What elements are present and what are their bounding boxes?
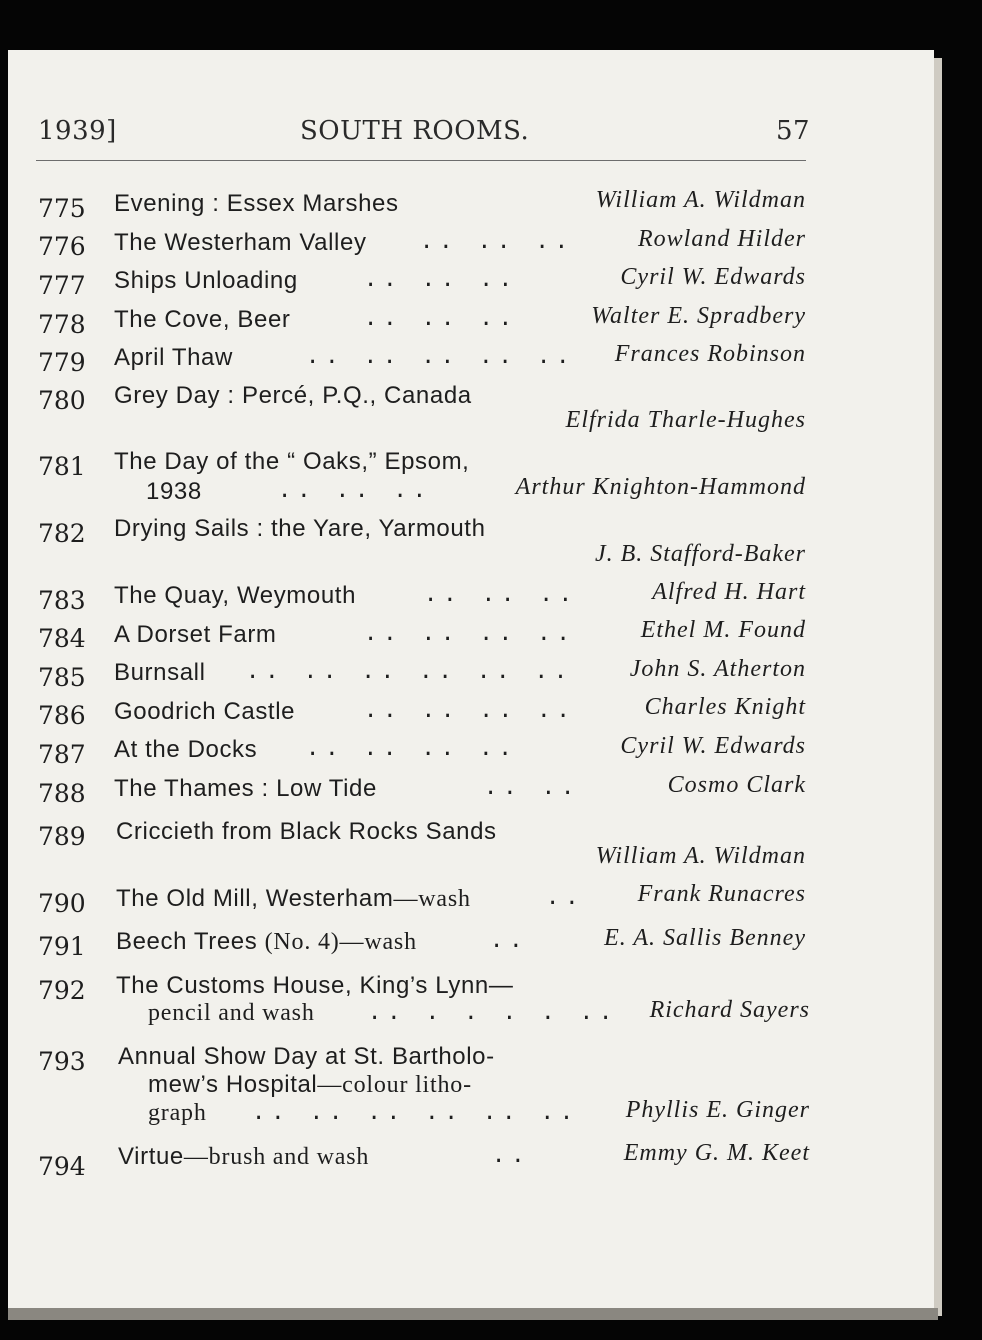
entry-number: 787 bbox=[38, 740, 86, 769]
entry-artist: Ethel M. Found bbox=[640, 617, 806, 643]
entry-title: Drying Sails : the Yare, Yarmouth bbox=[114, 515, 486, 542]
entry-number: 775 bbox=[38, 194, 86, 223]
entry-leader-dots: .. bbox=[490, 928, 529, 953]
entry-number: 794 bbox=[38, 1152, 86, 1181]
entry-leader-dots: .. bbox=[546, 885, 585, 910]
entry-title-text: The Old Mill, Westerham bbox=[116, 885, 394, 912]
entry-title-text: mew’s Hospital bbox=[148, 1071, 318, 1098]
entry-leader-dots: .. .. .. bbox=[364, 306, 518, 331]
entry-title-continuation bbox=[148, 1071, 472, 1099]
entry-title: April Thaw bbox=[114, 344, 233, 371]
entry-artist: E. A. Sallis Benney bbox=[604, 925, 806, 951]
entry-title-text: Virtue bbox=[118, 1143, 184, 1170]
header-year: 1939] bbox=[38, 116, 117, 146]
entry-medium: (No. 4)—wash bbox=[264, 929, 417, 955]
entry-artist: Charles Knight bbox=[644, 694, 806, 720]
entry-number: 780 bbox=[38, 386, 86, 415]
entry-title: The Cove, Beer bbox=[114, 306, 291, 333]
entry-title: The Customs House, King’s Lynn— bbox=[116, 972, 514, 999]
entry-medium: —brush and wash bbox=[183, 1144, 370, 1170]
entry-title bbox=[116, 885, 471, 913]
entry-title: The Thames : Low Tide bbox=[114, 775, 377, 802]
entry-title: Annual Show Day at St. Bartholo- bbox=[118, 1043, 495, 1070]
header-section-title: SOUTH ROOMS. bbox=[300, 116, 530, 146]
entry-leader-dots: .. .. .. bbox=[420, 229, 574, 254]
entry-title: The Westerham Valley bbox=[114, 229, 367, 256]
entry-title-continuation: 1938 bbox=[146, 478, 202, 505]
entry-artist: Cyril W. Edwards bbox=[620, 733, 806, 759]
entry-leader-dots: .. bbox=[492, 1143, 531, 1168]
entry-title-continuation: graph bbox=[148, 1100, 207, 1126]
entry-artist: Elfrida Tharle-Hughes bbox=[565, 407, 806, 433]
entry-medium: —colour litho- bbox=[317, 1072, 472, 1098]
entry-leader-dots: .. .. .. bbox=[278, 478, 432, 503]
entry-artist: Rowland Hilder bbox=[638, 226, 806, 252]
entry-leader-dots: .. .. .. .. bbox=[364, 698, 576, 723]
entry-leader-dots: .. .. .. .. bbox=[364, 621, 576, 646]
entry-leader-dots: .. .. .. bbox=[424, 582, 578, 607]
entry-title: The Quay, Weymouth bbox=[114, 582, 357, 609]
entry-number: 785 bbox=[38, 663, 86, 692]
entry-artist: Emmy G. M. Keet bbox=[623, 1140, 810, 1166]
entry-leader-dots: .. .. .. .. .. bbox=[306, 344, 576, 369]
entry-number: 779 bbox=[38, 348, 86, 377]
entry-number: 784 bbox=[38, 624, 86, 653]
entry-title: Criccieth from Black Rocks Sands bbox=[116, 818, 497, 845]
entry-artist: John S. Atherton bbox=[629, 656, 806, 682]
entry-title bbox=[118, 1143, 369, 1171]
entry-artist: William A. Wildman bbox=[595, 843, 806, 869]
entry-title: Evening : Essex Marshes bbox=[114, 190, 399, 217]
entry-leader-dots: .. .. .. bbox=[364, 267, 518, 292]
entry-artist: Cyril W. Edwards bbox=[620, 264, 806, 290]
entry-number: 781 bbox=[38, 452, 86, 481]
entry-title: Burnsall bbox=[114, 659, 206, 686]
entry-title: Goodrich Castle bbox=[114, 698, 296, 725]
entry-title: A Dorset Farm bbox=[114, 621, 277, 648]
entry-number: 786 bbox=[38, 701, 86, 730]
entry-number: 790 bbox=[38, 889, 86, 918]
entry-number: 777 bbox=[38, 271, 86, 300]
entry-title: Grey Day : Percé, P.Q., Canada bbox=[114, 382, 472, 409]
entry-artist: Phyllis E. Ginger bbox=[625, 1097, 810, 1123]
entry-leader-dots: .. .. .. .. bbox=[306, 736, 518, 761]
entry-number: 776 bbox=[38, 232, 86, 261]
entry-medium: —wash bbox=[393, 886, 471, 912]
entry-artist: Alfred H. Hart bbox=[652, 579, 806, 605]
entry-leader-dots: .. .. .. .. .. .. bbox=[246, 659, 574, 684]
entry-title-text: Beech Trees bbox=[116, 928, 258, 955]
entry-artist: Arthur Knighton-Hammond bbox=[515, 474, 806, 500]
entry-number: 789 bbox=[38, 822, 86, 851]
entry-number: 791 bbox=[38, 932, 86, 961]
entry-title bbox=[116, 928, 417, 956]
entry-number: 783 bbox=[38, 586, 86, 615]
entry-title-continuation: pencil and wash bbox=[148, 1000, 315, 1026]
entry-number: 788 bbox=[38, 779, 86, 808]
entry-number: 782 bbox=[38, 519, 86, 548]
entry-number: 792 bbox=[38, 976, 86, 1005]
entry-artist: Frank Runacres bbox=[637, 881, 806, 907]
entry-leader-dots: .. . . . . .. bbox=[368, 1000, 619, 1025]
entry-number: 778 bbox=[38, 310, 86, 339]
entry-number: 793 bbox=[38, 1047, 86, 1076]
entry-artist: Richard Sayers bbox=[649, 997, 810, 1023]
entry-artist: William A. Wildman bbox=[595, 187, 806, 213]
page-bottom-edge bbox=[8, 1308, 938, 1320]
entry-leader-dots: .. .. bbox=[484, 775, 581, 800]
entry-title: At the Docks bbox=[114, 736, 258, 763]
header-page-number: 57 bbox=[776, 116, 811, 146]
page-edge bbox=[934, 58, 942, 1316]
entry-title: The Day of the “ Oaks,” Epsom, bbox=[114, 448, 470, 475]
entry-artist: Walter E. Spradbery bbox=[591, 303, 806, 329]
entry-title: Ships Unloading bbox=[114, 267, 298, 294]
entry-artist: Cosmo Clark bbox=[667, 772, 806, 798]
header-rule bbox=[36, 160, 806, 161]
entry-artist: J. B. Stafford-Baker bbox=[594, 541, 806, 567]
entry-artist: Frances Robinson bbox=[614, 341, 806, 367]
entry-leader-dots: .. .. .. .. .. .. bbox=[252, 1100, 580, 1125]
